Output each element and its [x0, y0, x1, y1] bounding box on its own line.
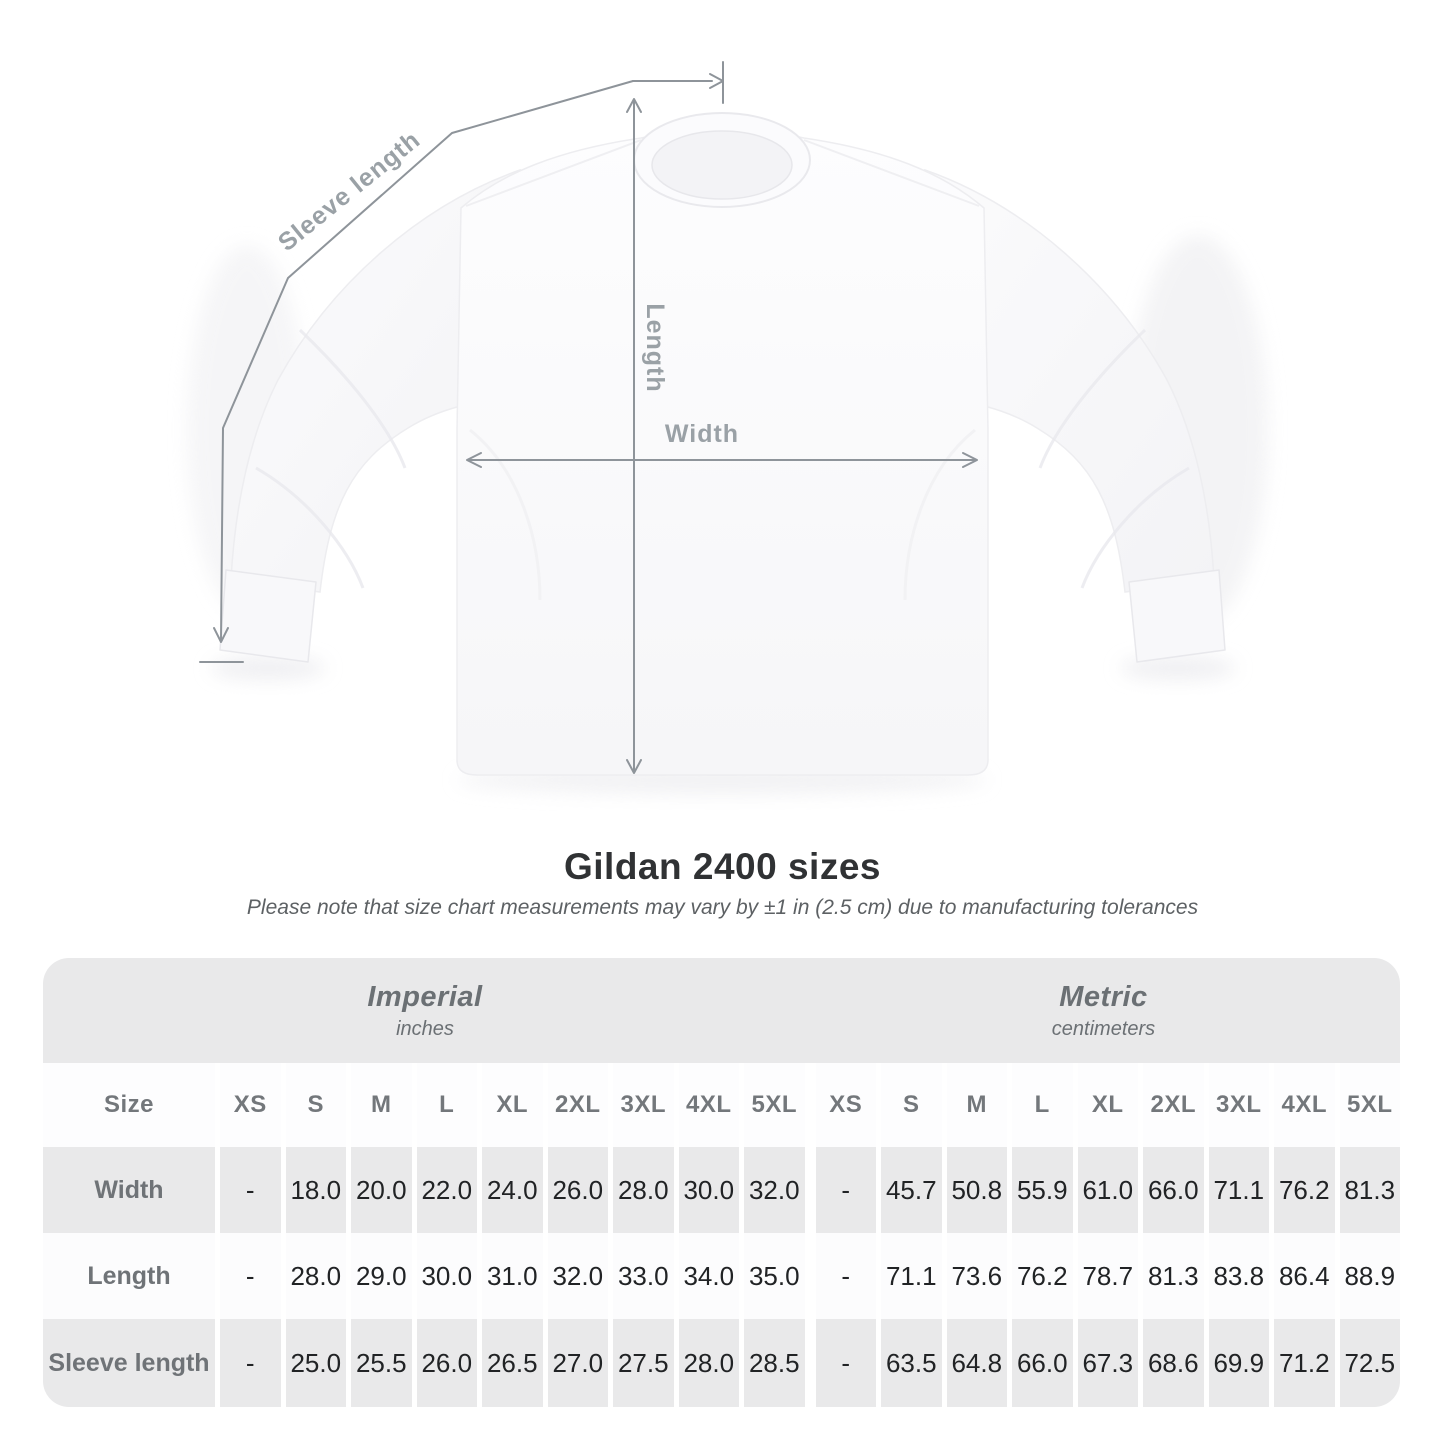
value-cell: 28.0: [286, 1233, 347, 1319]
section-divider: [810, 1233, 811, 1319]
value-cell: 28.0: [613, 1147, 674, 1233]
size-col-header: XS: [816, 1063, 877, 1147]
value-cell: 63.5: [881, 1319, 942, 1407]
value-cell: 71.1: [881, 1233, 942, 1319]
value-cell: 28.5: [744, 1319, 805, 1407]
value-cell: 76.2: [1274, 1147, 1335, 1233]
value-cell: 71.1: [1209, 1147, 1270, 1233]
value-cell: 18.0: [286, 1147, 347, 1233]
size-col-header: 5XL: [1340, 1063, 1401, 1147]
value-cell: 86.4: [1274, 1233, 1335, 1319]
width-label: Width: [664, 420, 740, 448]
value-cell: 31.0: [482, 1233, 543, 1319]
page-title: Gildan 2400 sizes: [563, 846, 881, 887]
table-row-sleeve-length: [43, 1319, 1400, 1407]
value-cell: 27.5: [613, 1319, 674, 1407]
section-divider: [810, 1063, 811, 1147]
value-cell: 34.0: [679, 1233, 740, 1319]
size-col-header: 2XL: [548, 1063, 609, 1147]
value-cell: 72.5: [1340, 1319, 1401, 1407]
value-cell: 71.2: [1274, 1319, 1335, 1407]
size-col-header: XL: [482, 1063, 543, 1147]
value-cell: 66.0: [1012, 1319, 1073, 1407]
unit-header-band: [43, 958, 1400, 1063]
size-col-header: M: [947, 1063, 1008, 1147]
value-cell: 81.3: [1340, 1147, 1401, 1233]
size-col-header: 3XL: [613, 1063, 674, 1147]
shirt-collar: [634, 113, 810, 207]
value-cell: -: [220, 1147, 281, 1233]
size-table: [43, 958, 1400, 1407]
value-cell: 26.0: [417, 1319, 478, 1407]
metric-label: Metric: [1059, 980, 1148, 1013]
value-cell: 66.0: [1143, 1147, 1204, 1233]
table-row-width: [43, 1147, 1400, 1233]
size-col-header: L: [417, 1063, 478, 1147]
value-cell: 26.0: [548, 1147, 609, 1233]
size-header-row: [43, 1063, 1400, 1147]
value-cell: 67.3: [1078, 1319, 1139, 1407]
size-col-header: 4XL: [679, 1063, 740, 1147]
value-cell: 32.0: [744, 1147, 805, 1233]
imperial-unit-label: inches: [396, 1017, 454, 1040]
imperial-label: Imperial: [367, 980, 483, 1013]
value-cell: 35.0: [744, 1233, 805, 1319]
imperial-section-header: [43, 958, 807, 1063]
size-col-header: XS: [220, 1063, 281, 1147]
page-subtitle: Please note that size chart measurements may vary by ±1 in (2.5 cm) due to manufacturing tolerances: [246, 896, 1199, 919]
value-cell: 88.9: [1340, 1233, 1401, 1319]
value-cell: -: [816, 1319, 877, 1407]
metric-unit-label: centimeters: [1051, 1017, 1156, 1040]
value-cell: 30.0: [679, 1147, 740, 1233]
value-cell: 45.7: [881, 1147, 942, 1233]
value-cell: 25.0: [286, 1319, 347, 1407]
section-divider: [810, 1319, 811, 1407]
size-header-cell: Size: [43, 1063, 215, 1147]
value-cell: 69.9: [1209, 1319, 1270, 1407]
size-col-header: 3XL: [1209, 1063, 1270, 1147]
row-label: Width: [43, 1147, 215, 1233]
row-label: Length: [43, 1233, 215, 1319]
value-cell: 61.0: [1078, 1147, 1139, 1233]
value-cell: 20.0: [351, 1147, 412, 1233]
shirt-body: [457, 132, 988, 775]
size-col-header: 2XL: [1143, 1063, 1204, 1147]
value-cell: -: [220, 1233, 281, 1319]
value-cell: 25.5: [351, 1319, 412, 1407]
metric-section-header: [807, 958, 1400, 1063]
table-row-length: [43, 1233, 1400, 1319]
value-cell: 33.0: [613, 1233, 674, 1319]
value-cell: 78.7: [1078, 1233, 1139, 1319]
row-label: Sleeve length: [43, 1319, 215, 1407]
value-cell: 22.0: [417, 1147, 478, 1233]
value-cell: -: [816, 1147, 877, 1233]
value-cell: 73.6: [947, 1233, 1008, 1319]
value-cell: 26.5: [482, 1319, 543, 1407]
value-cell: 64.8: [947, 1319, 1008, 1407]
value-cell: 83.8: [1209, 1233, 1270, 1319]
size-col-header: S: [881, 1063, 942, 1147]
value-cell: 30.0: [417, 1233, 478, 1319]
value-cell: -: [816, 1233, 877, 1319]
length-label: Length: [641, 303, 669, 393]
value-cell: 27.0: [548, 1319, 609, 1407]
value-cell: 68.6: [1143, 1319, 1204, 1407]
value-cell: -: [220, 1319, 281, 1407]
size-col-header: 5XL: [744, 1063, 805, 1147]
value-cell: 76.2: [1012, 1233, 1073, 1319]
value-cell: 81.3: [1143, 1233, 1204, 1319]
sleeve-length-label: Sleeve length: [272, 125, 426, 257]
size-col-header: L: [1012, 1063, 1073, 1147]
value-cell: 29.0: [351, 1233, 412, 1319]
section-divider: [810, 1147, 811, 1233]
value-cell: 32.0: [548, 1233, 609, 1319]
value-cell: 28.0: [679, 1319, 740, 1407]
size-col-header: S: [286, 1063, 347, 1147]
value-cell: 55.9: [1012, 1147, 1073, 1233]
size-col-header: XL: [1078, 1063, 1139, 1147]
value-cell: 50.8: [947, 1147, 1008, 1233]
size-col-header: 4XL: [1274, 1063, 1335, 1147]
size-col-header: M: [351, 1063, 412, 1147]
value-cell: 24.0: [482, 1147, 543, 1233]
